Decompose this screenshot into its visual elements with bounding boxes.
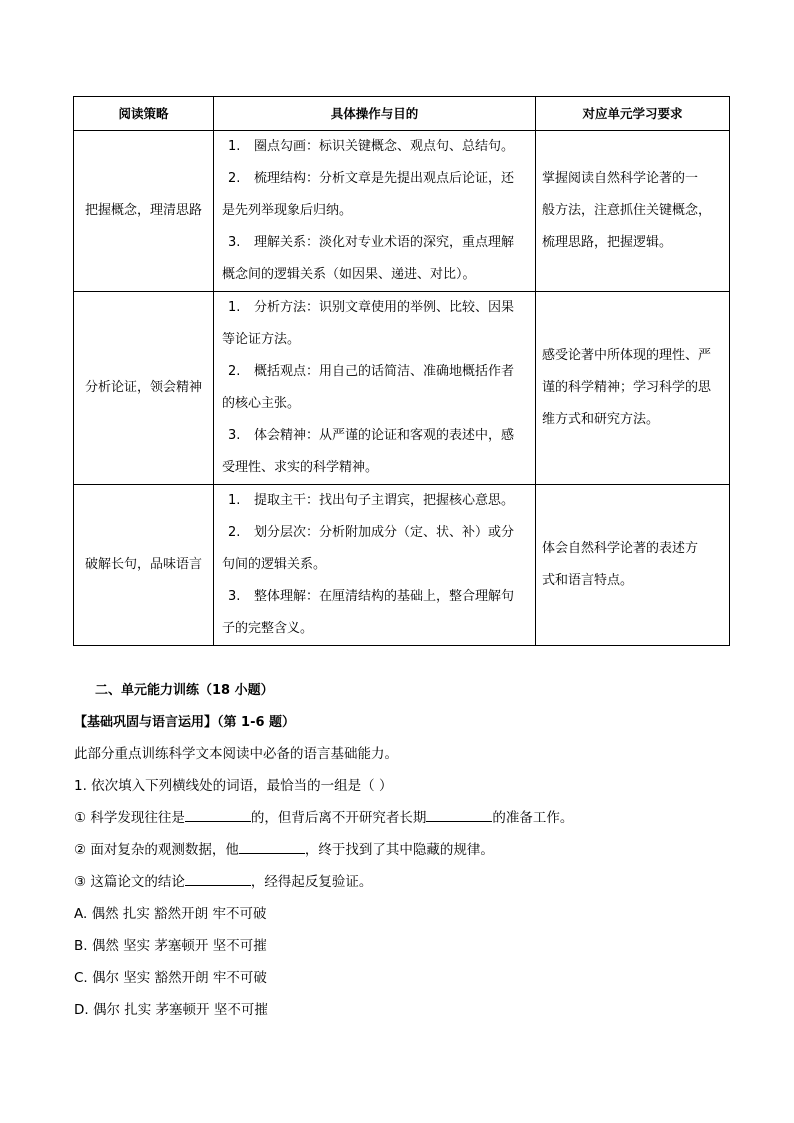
table-row <box>74 485 730 646</box>
requirement-cell: 体会自然科学论著的表述方 式和语言特点。 <box>536 485 730 646</box>
requirement-cell: 掌握阅读自然科学论著的一 般方法，注意抓住关键概念， 梳理思路，把握逻辑。 <box>536 131 730 292</box>
question-stem: 1. 依次填入下列横线处的词语，最恰当的一组是（ ） <box>74 778 393 794</box>
reading-strategy-table <box>73 96 730 646</box>
fill-blank[interactable] <box>239 839 305 854</box>
operation-item-cont: 句间的逻辑关系。 <box>222 557 327 572</box>
sentence-2: ② 面对复杂的观测数据，他 ，终于找到了其中隐藏的规律。 <box>74 838 494 858</box>
header-operations: 具体操作与目的 <box>214 97 536 131</box>
option-c[interactable]: C. 偶尔 坚实 豁然开朗 牢不可破 <box>74 970 267 986</box>
operation-item-cont: 受理性、求实的科学精神。 <box>222 460 379 475</box>
option-b[interactable]: B. 偶然 坚实 茅塞顿开 坚不可摧 <box>74 938 267 954</box>
operation-item: 2. 划分层次：分析附加成分（定、状、补）或分 <box>228 525 515 540</box>
strategy-cell: 破解长句，品味语言 <box>74 485 214 646</box>
strategy-cell: 分析论证，领会精神 <box>74 292 214 485</box>
fill-blank[interactable] <box>426 807 492 822</box>
operation-item-cont: 的核心主张。 <box>222 396 301 411</box>
operations-cell <box>214 292 536 485</box>
operation-item-cont: 子的完整含义。 <box>222 621 314 636</box>
operation-item-cont: 概念间的逻辑关系（如因果、递进、对比）。 <box>222 267 476 282</box>
table-header-row <box>74 97 730 131</box>
sentence-3: ③ 这篇论文的结论 ，经得起反复验证。 <box>74 870 372 890</box>
operation-item: 2. 概括观点：用自己的话简洁、准确地概括作者 <box>228 364 515 379</box>
section-subtitle: 【基础巩固与语言运用】（第 1-6 题） <box>74 715 296 730</box>
header-requirements: 对应单元学习要求 <box>536 97 730 131</box>
operation-item: 3. 理解关系：淡化对专业术语的深究，重点理解 <box>228 235 515 250</box>
table-row <box>74 131 730 292</box>
fill-blank[interactable] <box>185 871 251 886</box>
operation-item: 3. 体会精神：从严谨的论证和客观的表述中，感 <box>228 428 515 443</box>
operation-item-cont: 是先列举现象后归纳。 <box>222 203 353 218</box>
sentence-1: ① 科学发现往往是 的，但背后离不开研究者长期 的准备工作。 <box>74 806 573 826</box>
section-title: 二、单元能力训练（18 小题） <box>95 683 274 698</box>
operation-item: 3. 整体理解：在厘清结构的基础上，整合理解句 <box>228 589 515 604</box>
operation-item: 1. 分析方法：识别文章使用的举例、比较、因果 <box>228 300 515 315</box>
operation-item: 1. 圈点勾画：标识关键概念、观点句、总结句。 <box>228 139 515 154</box>
section-intro: 此部分重点训练科学文本阅读中必备的语言基础能力。 <box>74 746 398 762</box>
operation-item: 2. 梳理结构：分析文章是先提出观点后论证，还 <box>228 171 515 186</box>
strategy-cell: 把握概念，理清思路 <box>74 131 214 292</box>
fill-blank[interactable] <box>185 807 251 822</box>
operation-item-cont: 等论证方法。 <box>222 332 301 347</box>
operations-cell <box>214 131 536 292</box>
operations-cell <box>214 485 536 646</box>
requirement-cell: 感受论著中所体现的理性、严 谨的科学精神；学习科学的思 维方式和研究方法。 <box>536 292 730 485</box>
operation-item: 1. 提取主干：找出句子主谓宾，把握核心意思。 <box>228 493 515 508</box>
option-d[interactable]: D. 偶尔 扎实 茅塞顿开 坚不可摧 <box>74 1002 268 1018</box>
table-row <box>74 292 730 485</box>
option-a[interactable]: A. 偶然 扎实 豁然开朗 牢不可破 <box>74 906 267 922</box>
header-strategy: 阅读策略 <box>74 97 214 131</box>
